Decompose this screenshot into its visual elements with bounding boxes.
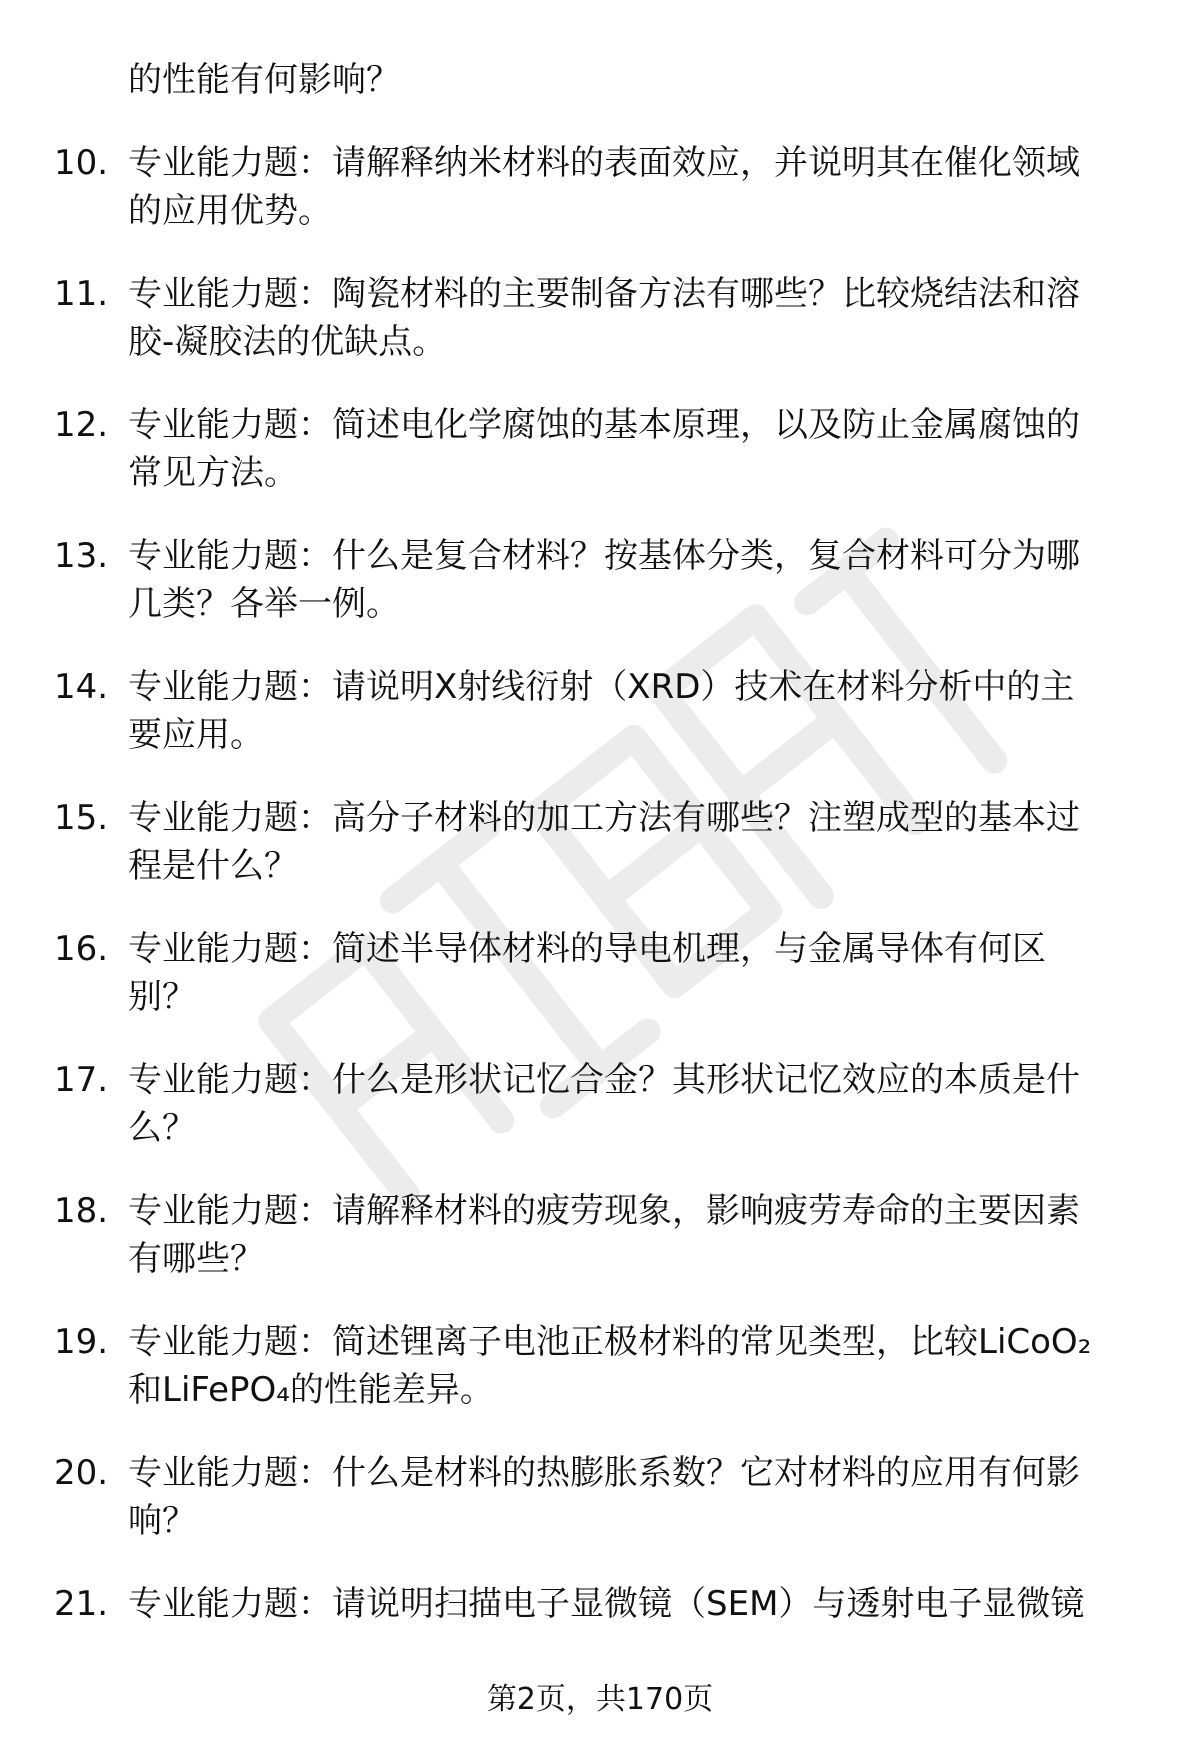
question-text-line: 常见方法。 xyxy=(128,453,298,493)
question-item-21 xyxy=(0,1580,1200,1628)
question-text-line: 的应用优势。 xyxy=(128,191,332,231)
question-item-10 xyxy=(0,139,1200,235)
question-text-line: 专业能力题：高分子材料的加工方法有哪些？注塑成型的基本过 xyxy=(128,798,1080,838)
question-text-line: 专业能力题：什么是复合材料？按基体分类，复合材料可分为哪 xyxy=(128,536,1080,576)
question-text-line: 专业能力题：什么是材料的热膨胀系数？它对材料的应用有何影 xyxy=(128,1453,1080,1493)
question-item-18 xyxy=(0,1187,1200,1283)
question-text-line: 专业能力题：简述电化学腐蚀的基本原理，以及防止金属腐蚀的 xyxy=(128,405,1080,445)
question-number: 11. xyxy=(54,274,109,314)
question-number: 13. xyxy=(54,536,109,576)
page-number-label: 第2页，共170页 xyxy=(486,1682,714,1717)
question-text-line: 有哪些？ xyxy=(128,1239,264,1279)
question-number: 14. xyxy=(54,667,109,707)
question-number: 18. xyxy=(54,1191,109,1231)
page-footer xyxy=(0,1680,1200,1720)
question-number: 20. xyxy=(54,1453,109,1493)
question-text-line: 专业能力题：什么是形状记忆合金？其形状记忆效应的本质是什 xyxy=(128,1060,1080,1100)
question-text-line: 程是什么？ xyxy=(128,846,298,886)
question-item-20 xyxy=(0,1449,1200,1545)
question-text-line: 专业能力题：请解释纳米材料的表面效应，并说明其在催化领域 xyxy=(128,143,1080,183)
question-text-line: 专业能力题：请说明扫描电子显微镜（SEM）与透射电子显微镜 xyxy=(128,1584,1085,1624)
question-text-line: 么？ xyxy=(128,1108,196,1148)
question-item-16 xyxy=(0,925,1200,1021)
question-item-19 xyxy=(0,1318,1200,1414)
question-text-line: 专业能力题：请说明X射线衍射（XRD）技术在材料分析中的主 xyxy=(128,667,1075,707)
question-text-line: 胶-凝胶法的优缺点。 xyxy=(128,322,447,362)
question-text-line: 的性能有何影响？ xyxy=(128,60,400,100)
question-continuation xyxy=(0,56,1200,104)
question-text-line: 几类？各举一例。 xyxy=(128,584,400,624)
question-text-line: 响？ xyxy=(128,1501,196,1541)
question-item-15 xyxy=(0,794,1200,890)
question-item-11 xyxy=(0,270,1200,366)
question-text-line: 和LiFePO₄的性能差异。 xyxy=(128,1370,494,1410)
question-text-line: 别？ xyxy=(128,977,196,1017)
question-list xyxy=(0,56,1200,1663)
question-item-13 xyxy=(0,532,1200,628)
question-text-line: 要应用。 xyxy=(128,715,264,755)
question-number: 17. xyxy=(54,1060,109,1100)
question-item-12 xyxy=(0,401,1200,497)
question-number: 12. xyxy=(54,405,109,445)
question-text-line: 专业能力题：请解释材料的疲劳现象，影响疲劳寿命的主要因素 xyxy=(128,1191,1080,1231)
question-text-line: 专业能力题：简述半导体材料的导电机理，与金属导体有何区 xyxy=(128,929,1046,969)
question-item-14 xyxy=(0,663,1200,759)
question-number: 10. xyxy=(54,143,109,183)
question-text-line: 专业能力题：陶瓷材料的主要制备方法有哪些？比较烧结法和溶 xyxy=(128,274,1080,314)
question-text-line: 专业能力题：简述锂离子电池正极材料的常见类型，比较LiCoO₂ xyxy=(128,1322,1092,1362)
question-number: 19. xyxy=(54,1322,109,1362)
question-number: 16. xyxy=(54,929,109,969)
question-number: 21. xyxy=(54,1584,109,1624)
question-item-17 xyxy=(0,1056,1200,1152)
question-number: 15. xyxy=(54,798,109,838)
